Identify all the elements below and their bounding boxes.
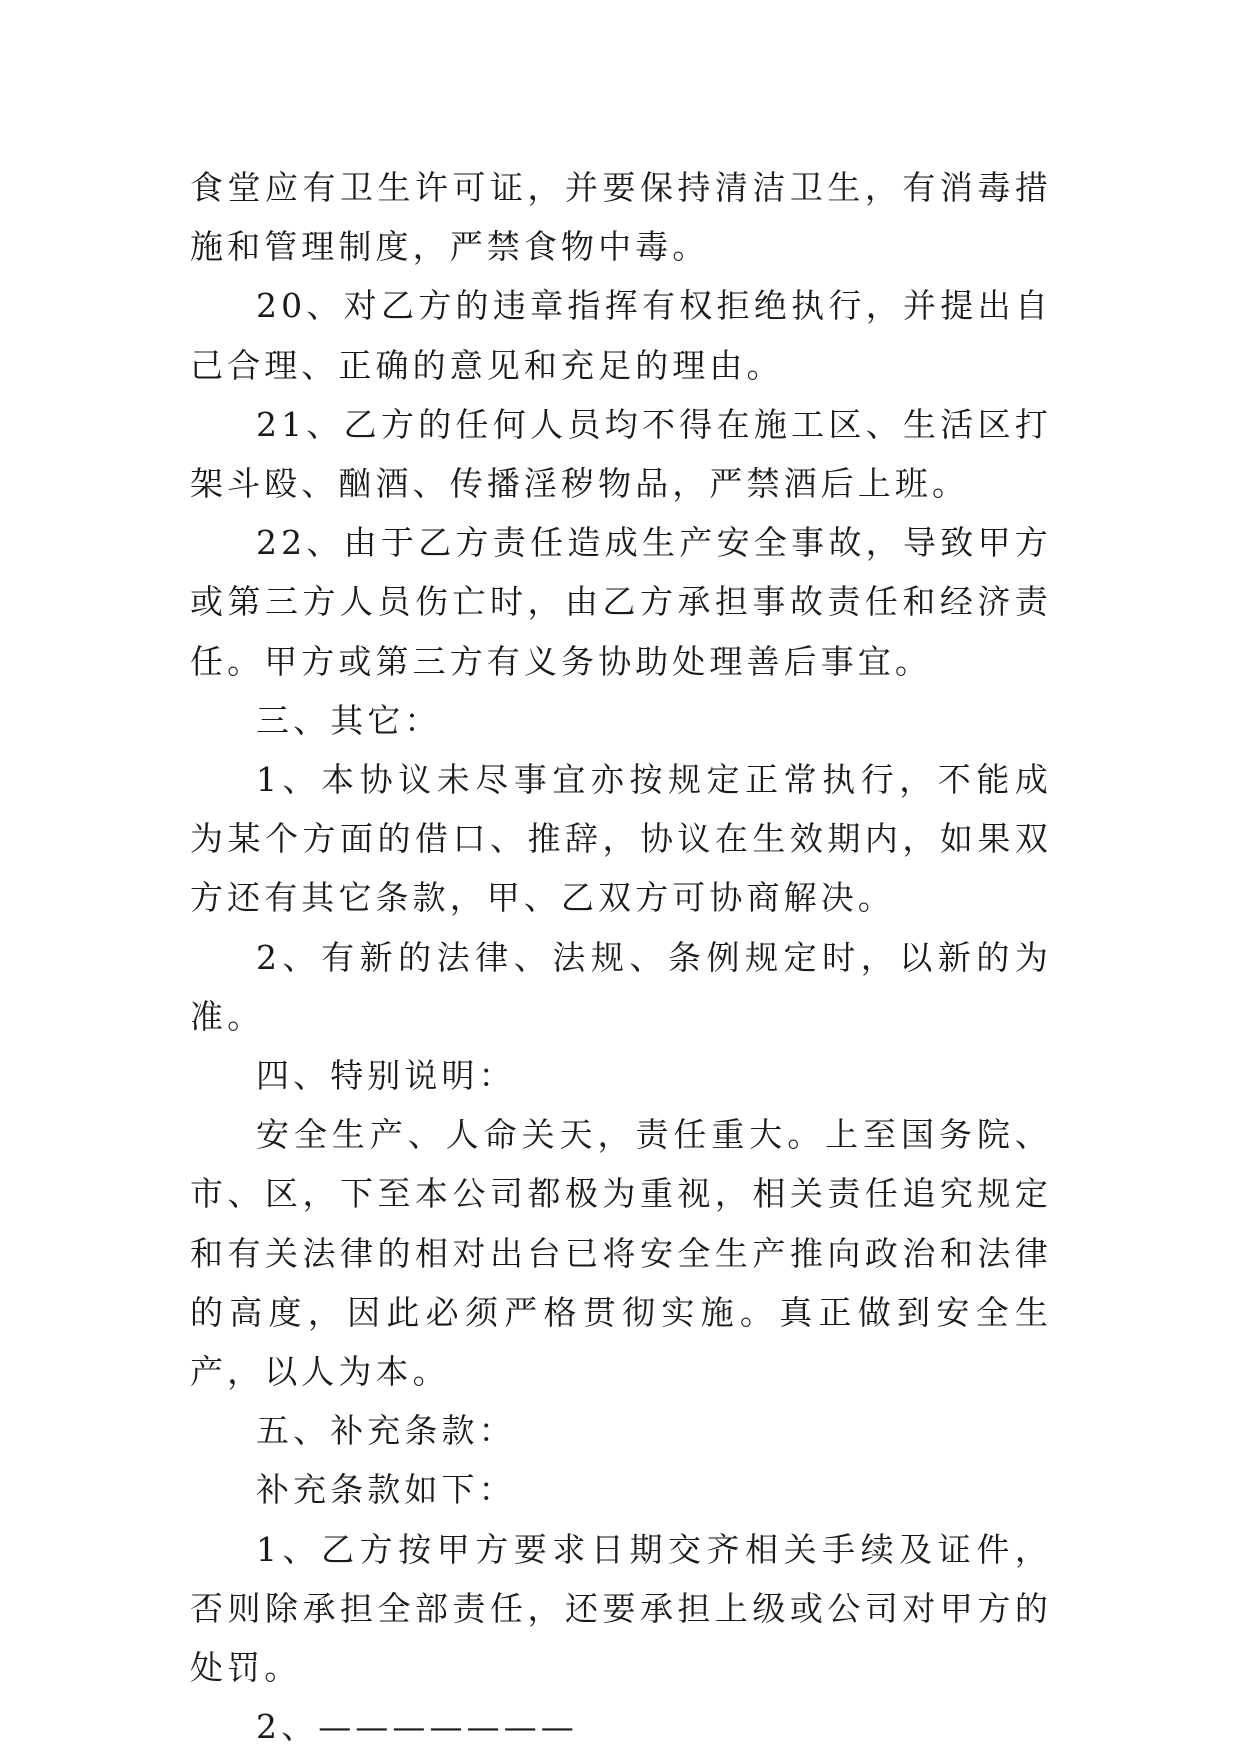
clause-20: 20、对乙方的违章指挥有权拒绝执行，并提出自己合理、正确的意见和充足的理由。 — [190, 286, 1052, 385]
supplementary-clause-2: 2、——————— — [256, 1707, 578, 1747]
paragraph: 食堂应有卫生许可证，并要保持清洁卫生，有消毒措施和管理制度，严禁食物中毒。 — [190, 168, 1052, 267]
clause-22: 22、由于乙方责任造成生产安全事故，导致甲方或第三方人员伤亡时，由乙方承担事故责任和经济责任。甲方或第三方有义务协助处理善后事宜。 — [190, 523, 1052, 681]
section-heading-special-notes: 四、特别说明： — [256, 1056, 516, 1096]
supplementary-intro: 补充条款如下： — [256, 1470, 516, 1510]
document-body — [190, 158, 1052, 1756]
other-clause-2: 2、有新的法律、法规、条例规定时，以新的为准。 — [190, 937, 1052, 1036]
supplementary-clause-1: 1、乙方按甲方要求日期交齐相关手续及证件，否则除承担全部责任，还要承担上级或公司对甲方的处罚。 — [190, 1529, 1052, 1688]
other-clause-1: 1、本协议未尽事宜亦按规定正常执行，不能成为某个方面的借口、推辞，协议在生效期内，如果双方还有其它条款，甲、乙双方可协商解决。 — [190, 760, 1052, 918]
section-heading-supplementary: 五、补充条款： — [256, 1411, 516, 1451]
clause-21: 21、乙方的任何人员均不得在施工区、生活区打架斗殴、酗酒、传播淫秽物品，严禁酒后上班。 — [190, 404, 1052, 504]
section-heading-other: 三、其它： — [256, 700, 442, 740]
special-notes-paragraph: 安全生产、人命关天，责任重大。上至国务院、市、区，下至本公司都极为重视，相关责任追究规定和有关法律的相对出台已将安全生产推向政治和法律的高度，因此必须严格贯彻实施。真正做到安全生产，以人为本。 — [190, 1115, 1052, 1392]
